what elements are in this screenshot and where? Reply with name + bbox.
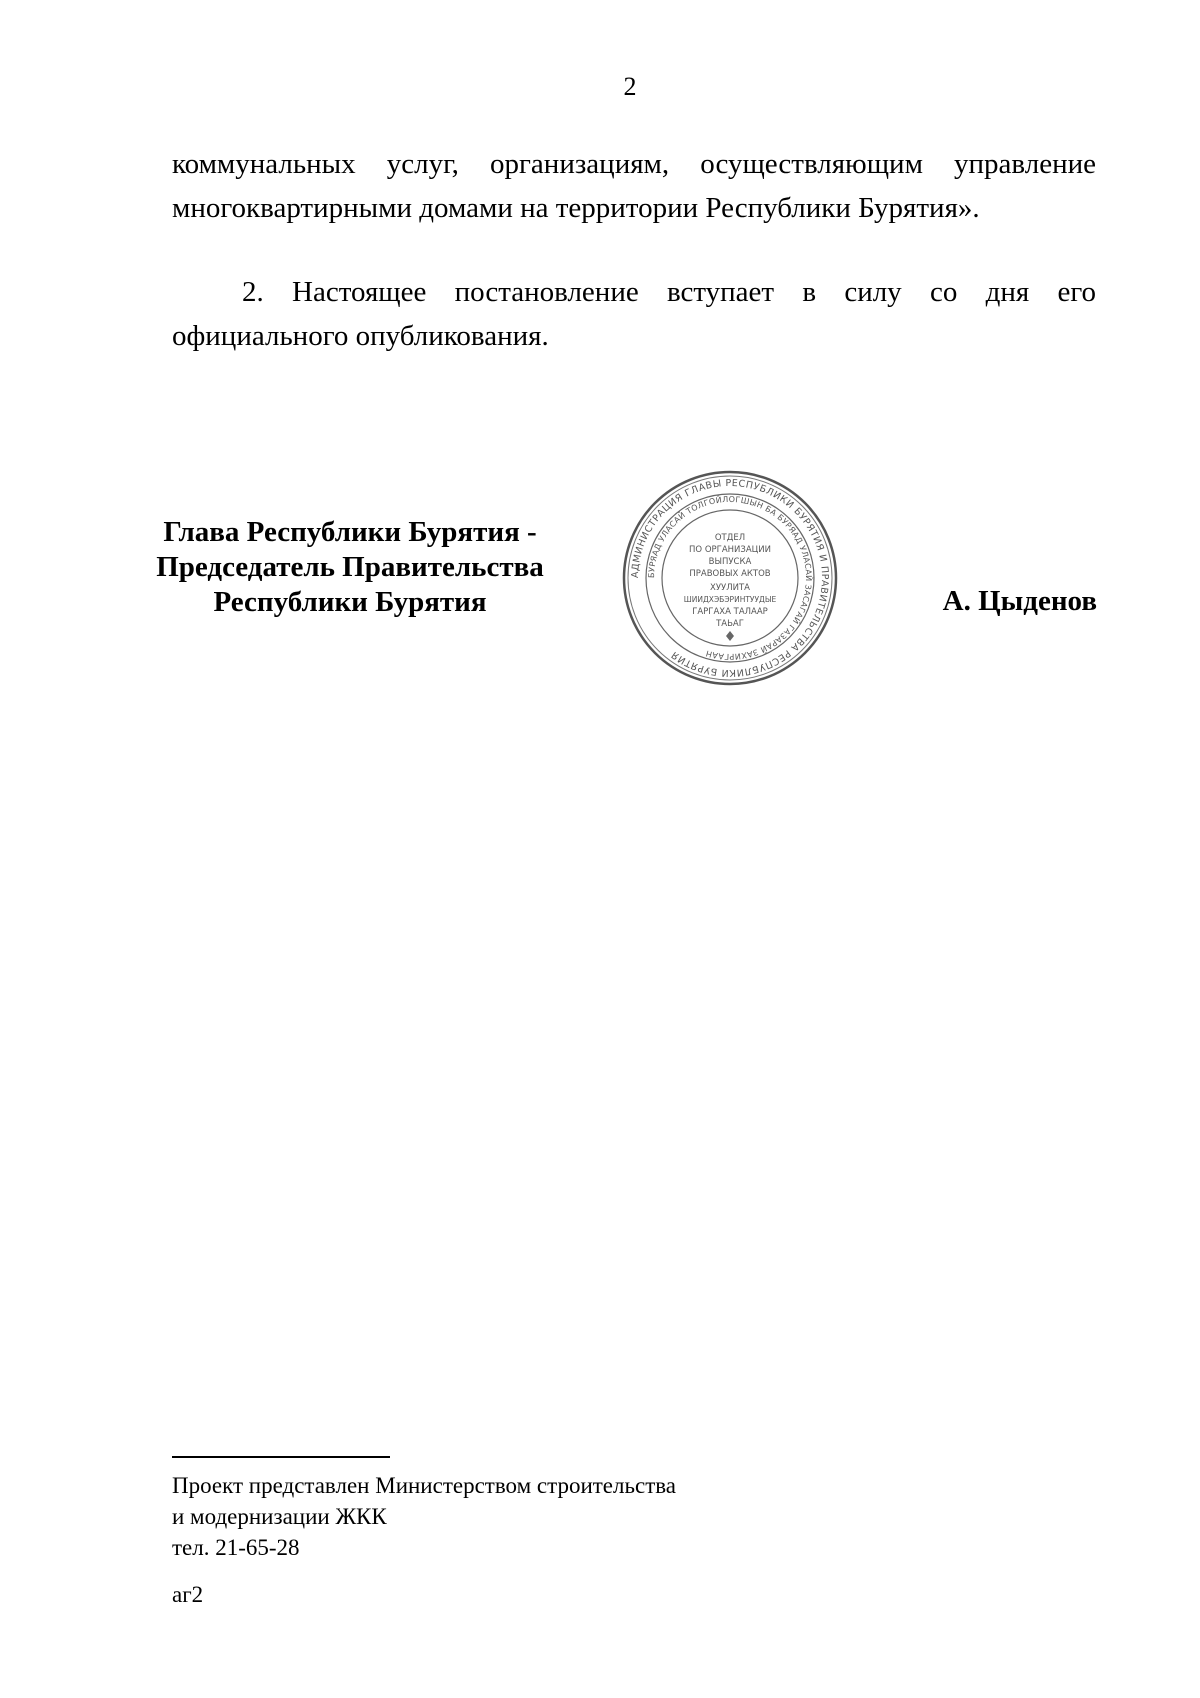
seal-graphic — [620, 468, 840, 688]
footnote-line-1: Проект представлен Министерством строительства — [172, 1473, 677, 1498]
seal-center-line: ПРАВОВЫХ АКТОВ — [689, 569, 771, 579]
signatory-name: А. Цыденов — [942, 585, 1097, 617]
body-paragraph-2 — [172, 270, 1096, 358]
document-code: аг2 — [172, 1582, 204, 1607]
seal-center-line: ХУУЛИТА — [710, 583, 750, 593]
signatory-position-line-3: Республики Бурятия — [213, 586, 487, 618]
seal-outer-ring-text: АДМИНИСТРАЦИЯ ГЛАВЫ РЕСПУБЛИКИ БУРЯТИЯ И ПРАВИТЕЛЬСТВА РЕСПУБЛИКИ БУРЯТИЯ — [629, 477, 831, 679]
seal-center-line: ОТДЕЛ — [714, 533, 746, 543]
footnote — [172, 1470, 676, 1563]
footnote-divider — [172, 1456, 390, 1458]
signatory-position — [140, 515, 560, 620]
body-paragraph-2-text: 2. Настоящее постановление вступает в силу со дня его официального опубликования. — [172, 276, 1096, 352]
seal-inner-ring-text: БУРЯАД УЛАСАЙ ТОЛГОЙЛОГШЫН БА БУРЯАД УЛАСАЙ ЗАСАГАЙ ГАЗАРАЙ ЗАХИРГААН — [646, 494, 814, 662]
signatory-position-line-2: Председатель Правительства — [156, 551, 544, 583]
seal-center-line: ПО ОРГАНИЗАЦИИ — [689, 545, 771, 555]
footnote-line-2: и модернизации ЖКК — [172, 1504, 387, 1529]
seal-diamond-icon — [726, 631, 734, 641]
seal-center-line: ГАРГАХА ТАЛААР — [692, 607, 768, 617]
seal-center-line: ТАЬАГ — [716, 619, 744, 629]
footnote-phone: тел. 21-65-28 — [172, 1535, 300, 1560]
page-number: 2 — [623, 72, 637, 101]
official-seal — [620, 468, 840, 688]
seal-center-line: ШИИДХЭБЭРИНТУУДЫЕ — [683, 595, 777, 604]
body-paragraph-1: коммунальных услуг, организациям, осуществляющим управление многоквартирными домами на территории Республики Бурятия». — [172, 148, 1096, 224]
signatory-position-line-1: Глава Республики Бурятия - — [163, 516, 537, 548]
seal-center-line: ВЫПУСКА — [708, 557, 752, 567]
